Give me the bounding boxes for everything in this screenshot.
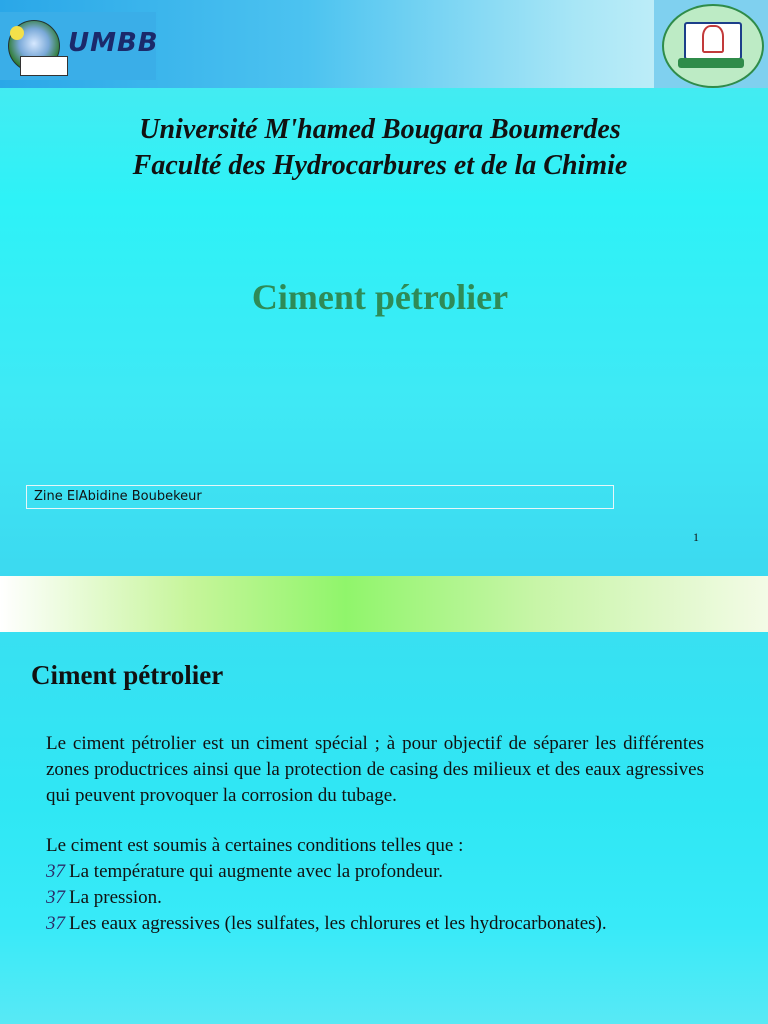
conditions-list (46, 859, 736, 937)
list-item-text: Les eaux agressives (les sulfates, les chlorures et les hydrocarbonates). (69, 913, 607, 934)
emblem-plate (20, 56, 68, 76)
definition-paragraph: Le ciment pétrolier est un ciment spécial ; à pour objectif de séparer les différentes zones productrices ainsi que la protection de casing des milieux et des eaux agressives qui peuvent provoquer la corrosion du tubage. (46, 733, 704, 806)
umbb-wordmark: UMBB (68, 28, 159, 58)
faculty-name: Faculté des Hydrocarbures et de la Chimie (132, 150, 628, 181)
bullet-marker: 37 (46, 887, 65, 908)
university-name: Université M'hamed Bougara Boumerdes (139, 114, 621, 145)
list-item (46, 911, 736, 937)
bullet-marker: 37 (46, 913, 65, 934)
bullet-marker: 37 (46, 861, 65, 882)
flask-icon (702, 25, 724, 53)
umbb-logo (0, 12, 159, 80)
list-item-text: La pression. (69, 887, 162, 908)
presentation-title: Ciment pétrolier (251, 277, 509, 317)
slide-2 (0, 632, 768, 1024)
author-name: Zine ElAbidine Boubekeur (26, 485, 614, 509)
list-item (46, 859, 736, 885)
list-item (46, 885, 736, 911)
list-item-text: La température qui augmente avec la profondeur. (69, 861, 444, 882)
faculty-logo (654, 0, 768, 88)
slide-number: 1 (693, 530, 699, 544)
university-heading (0, 112, 760, 184)
conditions-intro: Le ciment est soumis à certaines conditions telles que : (46, 835, 464, 856)
sun-icon (10, 26, 24, 40)
slide-separator (0, 576, 768, 632)
slide-title: Ciment pétrolier (31, 660, 224, 690)
seal-ribbon (678, 58, 744, 68)
